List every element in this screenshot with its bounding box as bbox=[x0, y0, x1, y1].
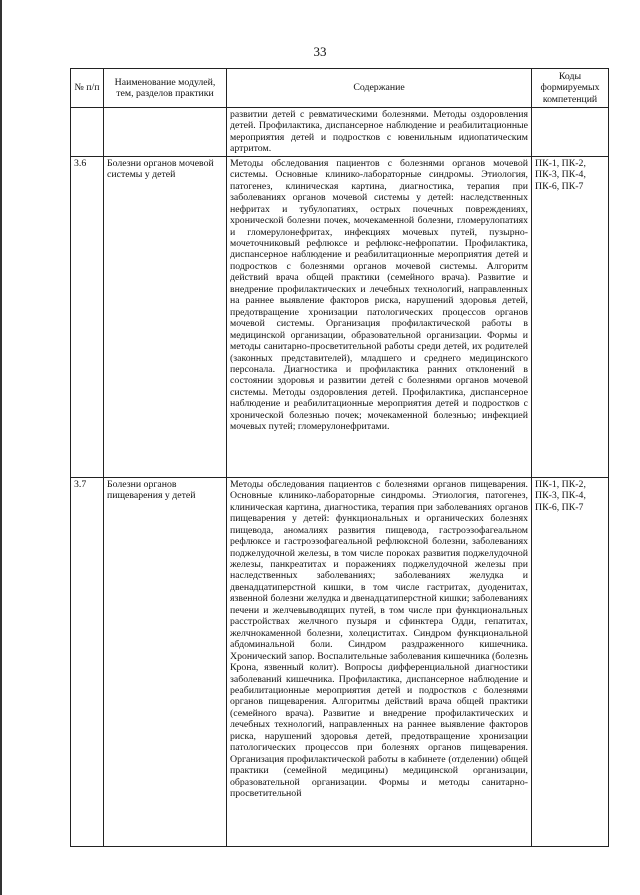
row-codes: ПК-1, ПК-2, ПК-3, ПК-4, ПК-6, ПК-7 bbox=[532, 477, 609, 846]
scan-edge-line bbox=[0, 0, 2, 895]
row-number bbox=[71, 108, 104, 157]
header-number: № п/п bbox=[71, 69, 104, 108]
row-codes: ПК-1, ПК-2, ПК-3, ПК-4, ПК-6, ПК-7 bbox=[532, 156, 609, 477]
row-content: Методы обследования пациентов с болезнями органов мочевой системы. Основные клинико-лабораторные синдромы. Этиология, патогенез, клиническая картина, диагностика, терапия при заболеваниях органов мочевой системы у детей: наследственных нефритах и тубулопатиях, острых почечных повреждениях, хронической болезни почек, мочекаменной болезни, гломерулопатиях и гломерулонефритах, инфекциях мочевых путей, пузырно-мочеточниковый рефлюксе и рефлюкс-нефропатии. Профилактика, диспансерное наблюдение и реабилитационные мероприятия детей и подростков с болезнями органов мочевой системы. Алгоритм действий врача общей практики (семейного врача). Развитие и внедрение профилактических и лечебных технологий, направленных на раннее выявление факторов риска, нарушений здоровья детей, предотвращение хронизации патологических процессов органов мочевой системы. Организация профилактической работы в медицинской организации, образовательной организации. Формы и методы санитарно-просветительной работы среди детей, их родителей (законных представителей), младшего и среднего медицинского персонала. Диагностика и профилактика ранних отклонений в состоянии здоровья и развитии детей с болезнями органов мочевой системы. Методы оздоровления детей. Профилактика, диспансерное наблюдение и реабилитационные мероприятия детей и подростков с хронической болезнью почек; мочекаменной болезнью; инфекцией мочевых путей; гломерулонефритами. bbox=[227, 156, 532, 477]
header-module: Наименование модулей, тем, разделов практики bbox=[104, 69, 227, 108]
header-content: Содержание bbox=[227, 69, 532, 108]
row-codes bbox=[532, 108, 609, 157]
row-content: развитии детей с ревматическими болезнями. Методы оздоровления детей. Профилактика, диспансерное наблюдение и реабилитационные мероприятия детей и подростков с ювенильным идиопатическим артритом. bbox=[227, 108, 532, 157]
row-module bbox=[104, 108, 227, 157]
header-codes: Коды формируемых компетенций bbox=[532, 69, 609, 108]
page-number: 33 bbox=[313, 44, 327, 59]
row-number: 3.6 bbox=[71, 156, 104, 477]
table-row bbox=[71, 477, 609, 846]
curriculum-table bbox=[70, 68, 609, 847]
row-module: Болезни органов пищеварения у детей bbox=[104, 477, 227, 846]
row-module: Болезни органов мочевой системы у детей bbox=[104, 156, 227, 477]
table-row bbox=[71, 108, 609, 157]
row-content: Методы обследования пациентов с болезнями органов пищеварения. Основные клинико-лабораторные синдромы. Этиология, патогенез, клиническая картина, диагностика, терапия при заболеваниях органов пищеварения у детей: функциональных и органических болезнях пищевода, аномалиях развития пищевода, гастроэзофагеальном рефлюксе и гастроэзофагеальной рефлюксной болезни, заболеваниях поджелудочной железы, в том числе пороках развития поджелудочной железы, панкреатитах и поражениях поджелудочной железы при наследственных заболеваниях; заболеваниях желудка и двенадцатиперстной кишки, в том числе гастритах, дуоденитах, язвенной болезни желудка и двенадцатиперстной кишки; заболеваниях печени и желчевыводящих путей, в том числе при функциональных расстройствах желчного пузыря и сфинктера Одди, гепатитах, желчнокаменной болезни, холециститах. Синдром функциональной абдоминальной боли. Синдром раздраженного кишечника. Хронический запор. Воспалительные заболевания кишечника (болезнь Крона, язвенный колит). Вопросы дифференциальной диагностики заболеваний кишечника. Профилактика, диспансерное наблюдение и реабилитационные мероприятия детей и подростков с болезнями органов пищеварения. Алгоритмы действий врача общей практики (семейного врача). Развитие и внедрение профилактических и лечебных технологий, направленных на раннее выявление факторов риска, нарушений здоровья детей, предотвращение хронизации патологических процессов при болезнях органов пищеварения. Организация профилактической работы в кабинете (отделении) общей практики (семейной медицины) медицинской организации, образовательной организации. Формы и методы санитарно-просветительной bbox=[227, 477, 532, 846]
table-header-row bbox=[71, 69, 609, 108]
row-number: 3.7 bbox=[71, 477, 104, 846]
table-row bbox=[71, 156, 609, 477]
